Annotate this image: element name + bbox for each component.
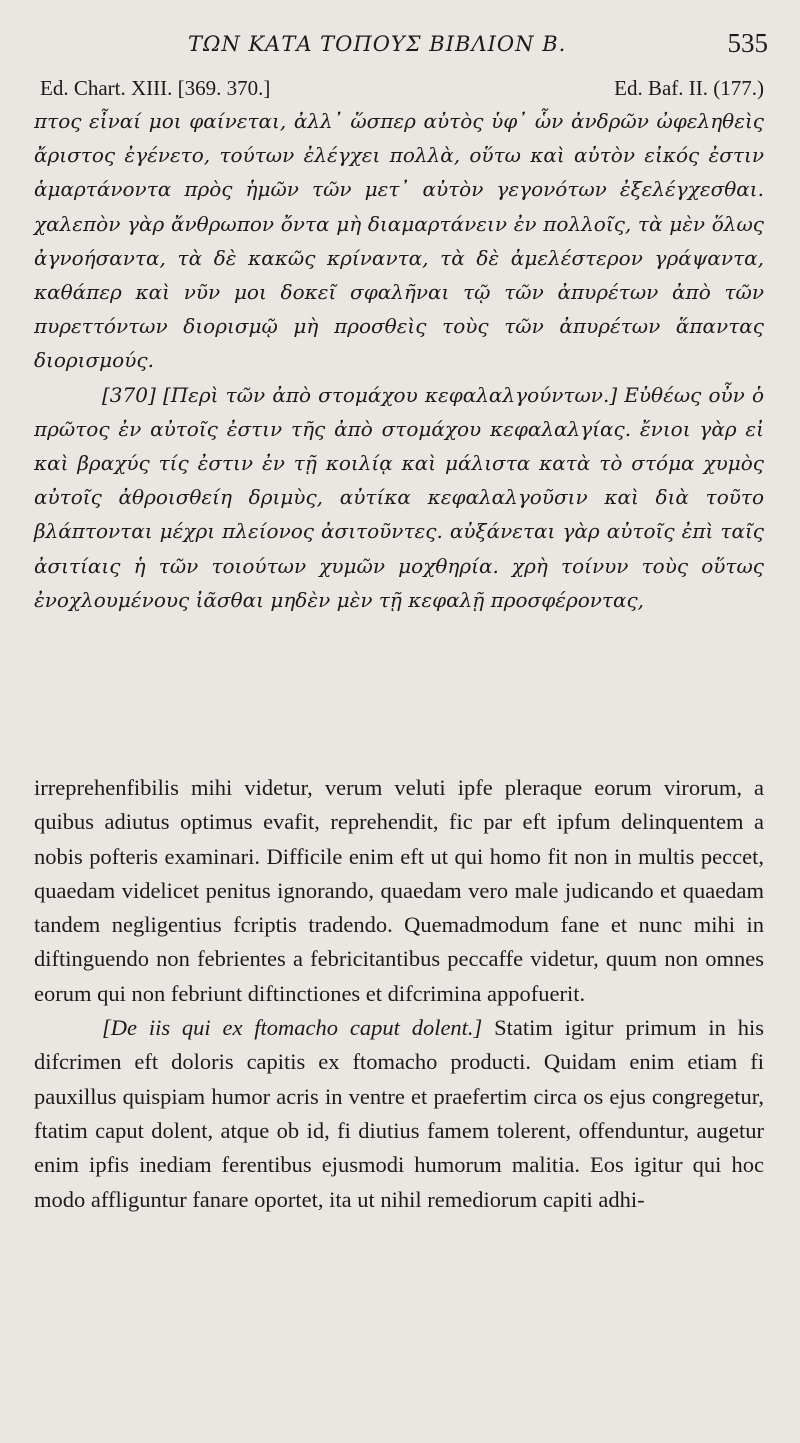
latin-paragraph-2 [34, 1011, 764, 1217]
edition-reference-chartier: Ed. Chart. XIII. [369. 370.] [40, 76, 271, 100]
greek-paragraph-2-text: Εὐθέως οὖν ὁ πρῶτος ἐν αὐτοῖς ἐστιν τῆς ἀπὸ στομάχου κεφαλαλγίας. ἔνιοι γὰρ εἰ καὶ βραχύς τίς ἐστιν ἐν τῇ κοιλίᾳ καὶ μάλιστα κατὰ τὸ στόμα χυμὸς αὐτοῖς ἀθροισθείη δριμὺς, αὐτίκα κεφαλαλγοῦσιν καὶ διὰ τοῦτο βλάπτονται μέχρι πλείονος ἀσιτοῦντες. αὐξάνεται γὰρ αὐτοῖς ἐπὶ ταῖς ἀσιτίαις ἡ τῶν τοιούτων χυμῶν μοχθηρία. χρὴ τοίνυν τοὺς οὕτως ἐνοχλουμένους ἰᾶσθαι μηδὲν μὲν τῇ κεφαλῇ προσφέροντας, [34, 382, 765, 612]
page-number: 535 [727, 28, 768, 58]
page-marker: [370] [102, 382, 156, 407]
latin-paragraph-2-text: Statim igitur primum in his difcrimen eft doloris capitis ex ftomacho producti. Quidam enim etiam fi pauxillus quispiam humor acris in ventre et praefertim circa os ejus congregetur, ftatim caput dolent, atque ob id, fi diutius famem tolerent, offenduntur, augetur enim ipfis inediam ferentibus ejusmodi humorum malitia. Eos igitur qui hoc modo affliguntur fanare oportet, ita ut nihil remediorum capiti adhi- [34, 1015, 765, 1212]
latin-paragraph-1: irreprehenfibilis mihi videtur, verum veluti ipfe pleraque eorum virorum, a quibus adiutus optimus evafit, reprehendit, fic par eft ipfum delinquentem a nobis pofteris examinari. Difficile enim eft ut qui homo fit non in multis peccet, quaedam videlicet penitus ignorando, quaedam vero male judicando et quaedam tandem negligentius fcriptis tradendo. Quemadmodum fane et nunc mihi in diftinguendo non febrientes a febricitantibus peccaffe videtur, quum non omnes eorum qui non febriunt diftinctiones et difcrimina appofuerit. [34, 775, 764, 1006]
edition-reference-basel: Ed. Baf. II. (177.) [614, 76, 764, 100]
greek-paragraph-2 [34, 378, 764, 617]
greek-text-block [34, 104, 764, 617]
latin-text-block [34, 771, 764, 1217]
running-title: ΤΩΝ ΚΑΤΑ ΤΟΠΟΥΣ ΒΙΒΛΙΟΝ Β. [188, 32, 567, 56]
latin-section-heading: [De iis qui ex ftomacho caput dolent.] [102, 1015, 483, 1041]
greek-section-heading: [Περὶ τῶν ἀπὸ στομάχου κεφαλαλγούντων.] [162, 382, 618, 407]
greek-paragraph-1: πτος εἶναί μοι φαίνεται, ἀλλ᾽ ὥσπερ αὐτὸς ὑφ᾽ ὧν ἀνδρῶν ὠφεληθεὶς ἄριστος ἐγένετο, τούτων ἐλέγχει πολλὰ, οὕτω καὶ αὐτὸν εἰκός ἐστιν ἁμαρτάνοντα πρὸς ἡμῶν τῶν μετ᾽ αὐτὸν γεγονότων ἐξελέγχεσθαι. χαλεπὸν γὰρ ἄνθρωπον ὄντα μὴ διαμαρτάνειν ἐν πολλοῖς, τὰ μὲν ὅλως ἀγνοήσαντα, τὰ δὲ κακῶς κρίναντα, τὰ δὲ ἀμελέστερον γράψαντα, καθάπερ καὶ νῦν μοι δοκεῖ σφαλῆναι τῷ τῶν ἀπυρέτων ἀπὸ τῶν πυρεττόντων διορισμῷ μὴ προσθεὶς τοὺς τῶν ἀπυρέτων ἅπαντας διορισμούς. [34, 109, 764, 373]
